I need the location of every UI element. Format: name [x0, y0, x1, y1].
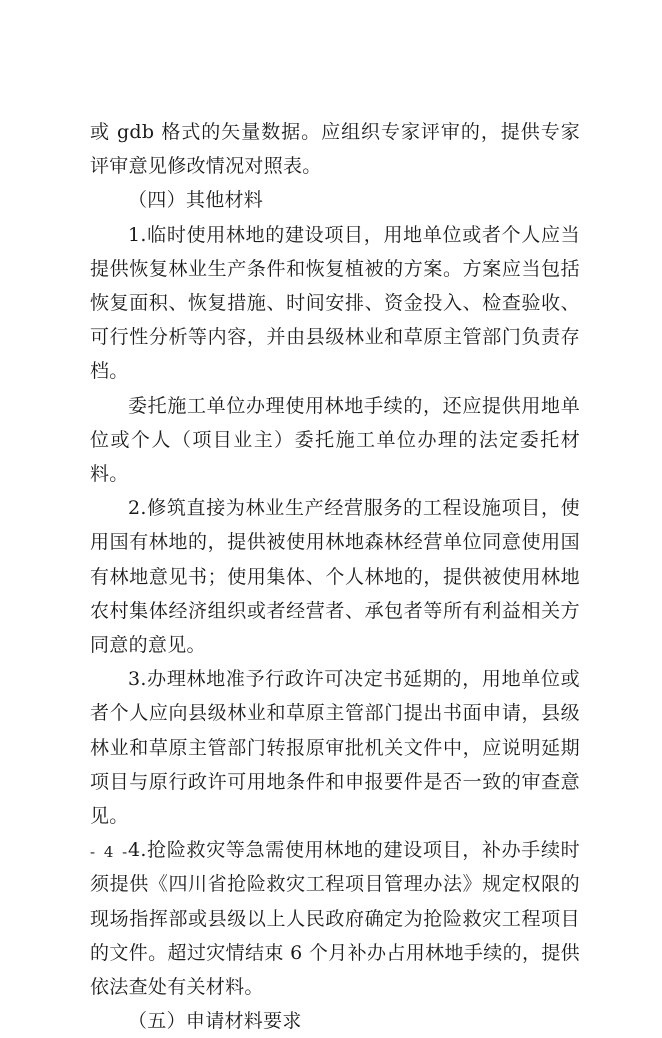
paragraph-forestry-facilities: 2.修筑直接为林业生产经营服务的工程设施项目，使用国有林地的，提供被使用林地森林经营单位同意使用国有林地意见书；使用集体、个人林地的，提供被使用林地农村集体经济组织或者经营者、承包者等所有利益相关方同意的意见。 [90, 497, 580, 657]
paragraph-entrusted-construction: 委托施工单位办理使用林地手续的，还应提供用地单位或个人（项目业主）委托施工单位办理的法定委托材料。 [90, 394, 580, 486]
paragraph-emergency-rescue: 4.抢险救灾等急需使用林地的建设项目，补办手续时须提供《四川省抢险救灾工程项目管理办法》规定权限的现场指挥部或县级以上人民政府确定为抢险救灾工程项目的文件。超过灾情结束 6 个月补办占用林地手续的，提供依法查处有关材料。 [90, 839, 580, 999]
section-heading-application-requirements: （五）申请材料要求 [128, 1010, 302, 1033]
paragraph-temporary-forest-land: 1.临时使用林地的建设项目，用地单位或者个人应当提供恢复林业生产条件和恢复植被的方案。方案应当包括恢复面积、恢复措施、时间安排、资金投入、检查验收、可行性分析等内容，并由县级林业和草原主管部门负责存档。 [90, 223, 580, 383]
page-number: - 4 - [90, 843, 130, 861]
paragraph-permit-extension: 3.办理林地准予行政许可决定书延期的，用地单位或者个人应向县级林业和草原主管部门提出书面申请，县级林业和草原主管部门转报原审批机关文件中，应说明延期项目与原行政许可用地条件和申报要件是否一致的审查意见。 [90, 668, 580, 828]
paragraph-vector-data-note: 或 gdb 格式的矢量数据。应组织专家评审的，提供专家评审意见修改情况对照表。 [90, 121, 580, 178]
section-heading-other-materials: （四）其他材料 [128, 189, 264, 212]
document-body [90, 115, 580, 1038]
